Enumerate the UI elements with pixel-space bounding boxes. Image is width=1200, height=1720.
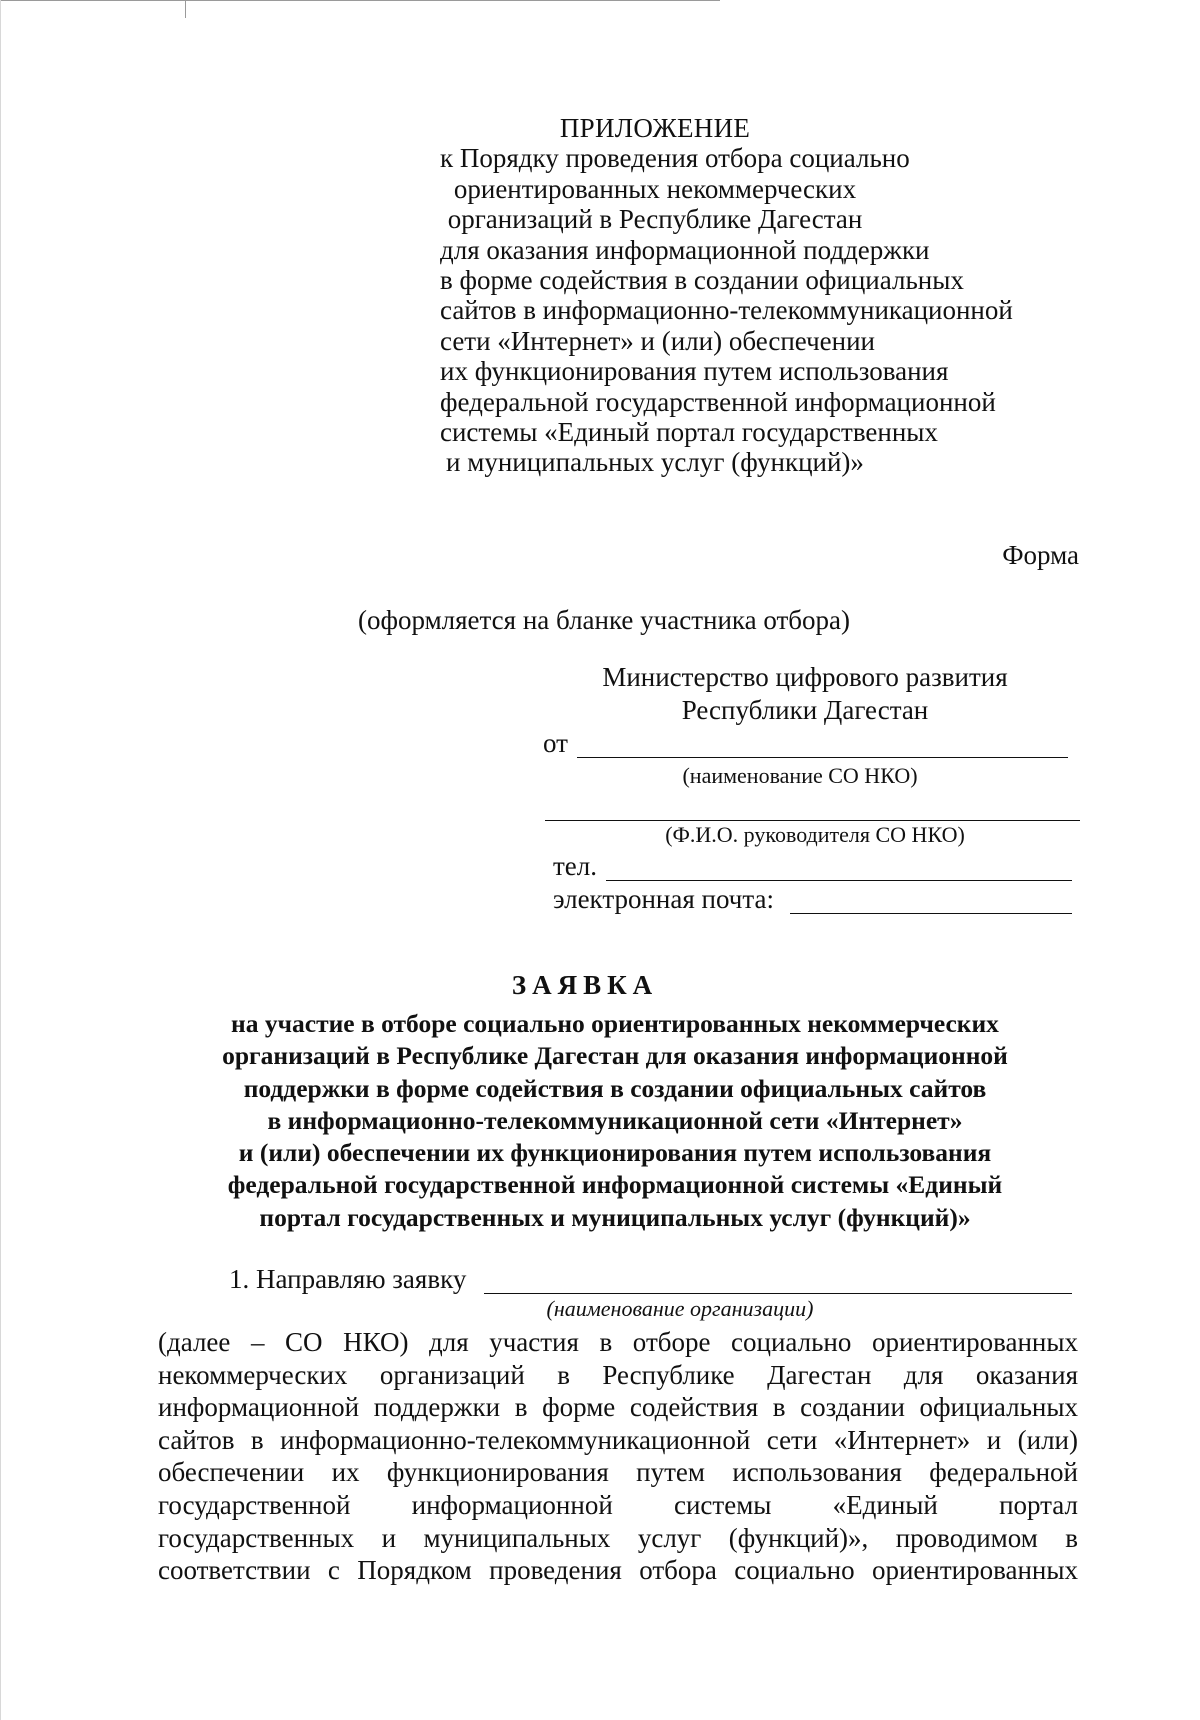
addressee [580, 661, 1030, 727]
organization-name-field[interactable] [484, 1293, 1072, 1294]
addressee-line-1: Министерство цифрового развития [602, 662, 1008, 692]
addressee-line-2: Республики Дагестан [681, 695, 929, 725]
appendix-line: в форме содействия в создании официальных [440, 265, 964, 296]
request-subtitle-line: в информационно-телекоммуникационной сети «Интернет» [267, 1105, 963, 1135]
body-line: сайтов в информационно-телекоммуникационной сети «Интернет» и (или) [158, 1424, 1078, 1455]
body-line: некоммерческих организаций в Республике Дагестан для оказания [158, 1359, 1078, 1390]
appendix-line: их функционирования путем использования [440, 356, 949, 387]
appendix-line: федеральной государственной информационной [440, 386, 996, 417]
appendix-line: сайтов в информационно-телекоммуникационной [440, 295, 1013, 326]
appendix-line: и муниципальных услуг (функций)» [446, 447, 864, 478]
appendix-line: для оказания информационной поддержки [440, 234, 930, 265]
request-subtitle-line: организаций в Республике Дагестан для оказания информационной [222, 1041, 1008, 1071]
body-line: соответствии с Порядком проведения отбора социально ориентированных [158, 1555, 1078, 1586]
request-subtitle-line: на участие в отборе социально ориентированных некоммерческих [231, 1009, 999, 1038]
appendix-line: сети «Интернет» и (или) обеспечении [440, 325, 876, 356]
scan-artifact [0, 0, 1, 1720]
body-line: (далее – СО НКО) для участия в отборе социально ориентированных [158, 1327, 1078, 1357]
body-line: информационной поддержки в форме содействия в создании официальных [158, 1392, 1078, 1423]
phone-field[interactable] [606, 880, 1072, 881]
request-title: ЗАЯВКА [511, 970, 659, 1000]
appendix-title: ПРИЛОЖЕНИЕ [559, 113, 751, 143]
section1-label: 1. Направляю заявку [229, 1264, 467, 1294]
phone-label: тел. [553, 851, 598, 881]
request-subtitle-line: портал государственных и муниципальных услуг (функций)» [259, 1202, 971, 1232]
section1-body [158, 1326, 1078, 1587]
from-label: от [543, 728, 568, 758]
head-name-field[interactable] [545, 820, 1080, 821]
blank-note: (оформляется на бланке участника отбора) [358, 605, 850, 635]
appendix-line: организаций в Республике Дагестан [447, 204, 863, 235]
request-subtitle-line: поддержки в форме содействия в создании официальных сайтов [243, 1073, 987, 1103]
form-label: Форма [1002, 540, 1079, 570]
org-name-field[interactable] [577, 757, 1068, 758]
org-name-caption: (наименование СО НКО) [682, 763, 918, 788]
body-line: обеспечении их функционирования путем использования федеральной [158, 1457, 1078, 1488]
appendix-header [440, 113, 1090, 478]
scan-artifact [185, 0, 186, 18]
body-line: государственной информационной системы «Единый портал [158, 1489, 1078, 1520]
organization-name-caption: (наименование организации) [546, 1296, 814, 1321]
email-field[interactable] [790, 913, 1072, 914]
body-line: государственных и муниципальных услуг (функций)», проводимом в [158, 1522, 1078, 1553]
email-label: электронная почта: [553, 884, 774, 914]
request-subtitle-line: федеральной государственной информационной системы «Единый [227, 1170, 1003, 1200]
appendix-line: ориентированных некоммерческих [453, 173, 857, 204]
head-name-caption: (Ф.И.О. руководителя СО НКО) [665, 822, 965, 847]
appendix-line: к Порядку проведения отбора социально [440, 143, 910, 174]
appendix-line: системы «Единый портал государственных [440, 417, 938, 448]
request-subtitle-line: и (или) обеспечении их функционирования путем использования [238, 1138, 992, 1168]
request-subtitle [150, 1008, 1080, 1234]
scan-artifact [0, 0, 720, 1]
